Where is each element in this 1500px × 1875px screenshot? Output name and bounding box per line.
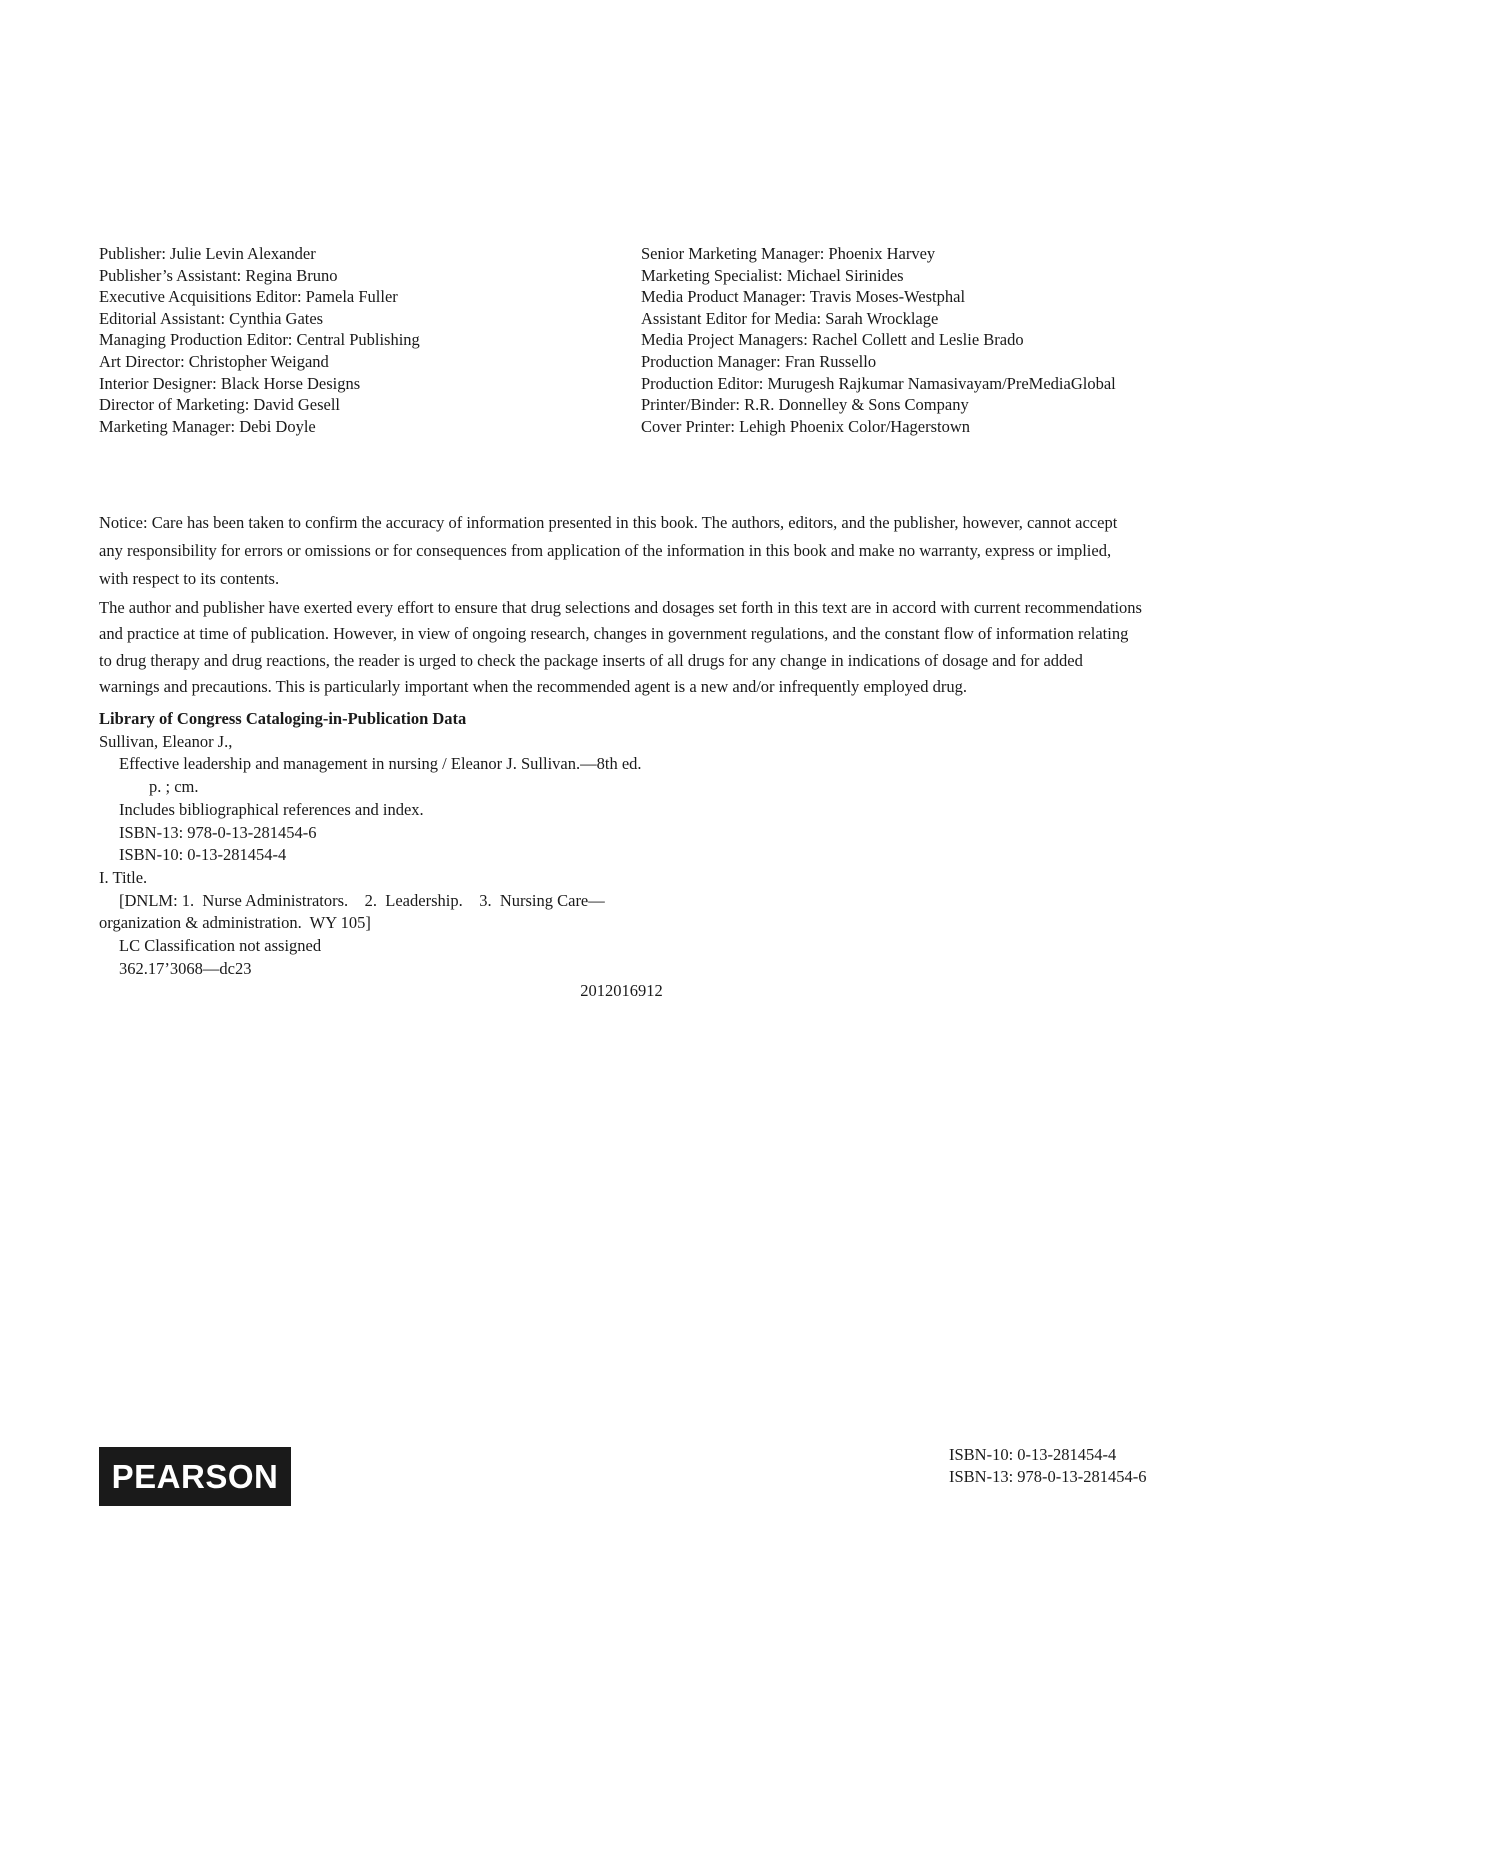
credit-line: Interior Designer: Black Horse Designs xyxy=(99,373,361,393)
loc-line: Includes bibliographical references and index. xyxy=(119,799,424,819)
publishing-credits xyxy=(99,243,1159,437)
isbn-13-line: ISBN-13: 978-0-13-281454-6 xyxy=(949,1467,1147,1486)
isbn-block xyxy=(949,1444,1147,1488)
credit-line: Assistant Editor for Media: Sarah Wrocklage xyxy=(641,308,939,328)
credit-line: Publisher: Julie Levin Alexander xyxy=(99,244,316,263)
loc-line: [DNLM: 1. Nurse Administrators. 2. Leadership. 3. Nursing Care— xyxy=(119,890,605,910)
credit-line: Printer/Binder: R.R. Donnelley & Sons Company xyxy=(641,395,969,415)
credit-line: Cover Printer: Lehigh Phoenix Color/Hagerstown xyxy=(641,416,971,436)
loc-line: organization & administration. WY 105] xyxy=(99,913,371,933)
loc-line: I. Title. xyxy=(99,867,148,887)
loc-line: Effective leadership and management in nursing / Eleanor J. Sullivan.—8th ed. xyxy=(119,754,642,774)
loc-line: Sullivan, Eleanor J., xyxy=(99,731,233,751)
drug-disclaimer-paragraph: The author and publisher have exerted every effort to ensure that drug selections and dosages set forth in this text are in accord with current recommendations and practice at time of publication. However, in view of ongoing research, changes in government regulations, and the constant flow of information relating to drug therapy and drug reactions, the reader is urged to check the package inserts of all drugs for any change in indications of dosage and for added warnings and precautions. This is particularly important when the recommended agent is a new and/or infrequently employed drug. xyxy=(99,597,1142,696)
credit-line: Editorial Assistant: Cynthia Gates xyxy=(99,308,324,328)
credit-line: Production Manager: Fran Russello xyxy=(641,351,877,371)
credit-line: Managing Production Editor: Central Publishing xyxy=(99,330,420,350)
loc-line: 362.17’3068—dc23 xyxy=(119,958,252,978)
credit-line: Director of Marketing: David Gesell xyxy=(99,395,341,415)
loc-line: p. ; cm. xyxy=(149,777,199,797)
credit-line: Executive Acquisitions Editor: Pamela Fuller xyxy=(99,287,398,307)
credit-line: Marketing Manager: Debi Doyle xyxy=(99,416,316,436)
credit-line: Marketing Specialist: Michael Sirinides xyxy=(641,265,904,285)
credits-column-left xyxy=(99,243,641,437)
credits-column-right xyxy=(641,243,1159,437)
loc-heading: Library of Congress Cataloging-in-Publication Data xyxy=(99,709,467,728)
credit-line: Publisher’s Assistant: Regina Bruno xyxy=(99,265,338,285)
pearson-logo-text: PEARSON xyxy=(111,1457,279,1495)
credit-line: Media Product Manager: Travis Moses-Westphal xyxy=(641,287,966,307)
loc-line: ISBN-13: 978-0-13-281454-6 xyxy=(119,822,317,842)
isbn-10-line: ISBN-10: 0-13-281454-4 xyxy=(949,1445,1117,1464)
loc-line: ISBN-10: 0-13-281454-4 xyxy=(119,845,287,865)
credit-line: Senior Marketing Manager: Phoenix Harvey xyxy=(641,244,936,263)
credit-line: Production Editor: Murugesh Rajkumar Namasivayam/PreMediaGlobal xyxy=(641,373,1116,393)
notice-paragraph: Notice: Care has been taken to confirm the accuracy of information presented in this book. The authors, editors, and the publisher, however, cannot accept any responsibility for errors or omissions or for consequences from application of the information in this book and make no warranty, express or implied, with respect to its contents. xyxy=(99,512,1118,588)
credit-line: Media Project Managers: Rachel Collett and Leslie Brado xyxy=(641,330,1024,350)
pearson-logo xyxy=(99,1447,291,1506)
library-of-congress-block xyxy=(99,708,1144,1003)
loc-line: LC Classification not assigned xyxy=(119,936,322,956)
credit-line: Art Director: Christopher Weigand xyxy=(99,351,329,371)
loc-control-number: 2012016912 xyxy=(580,981,663,1001)
